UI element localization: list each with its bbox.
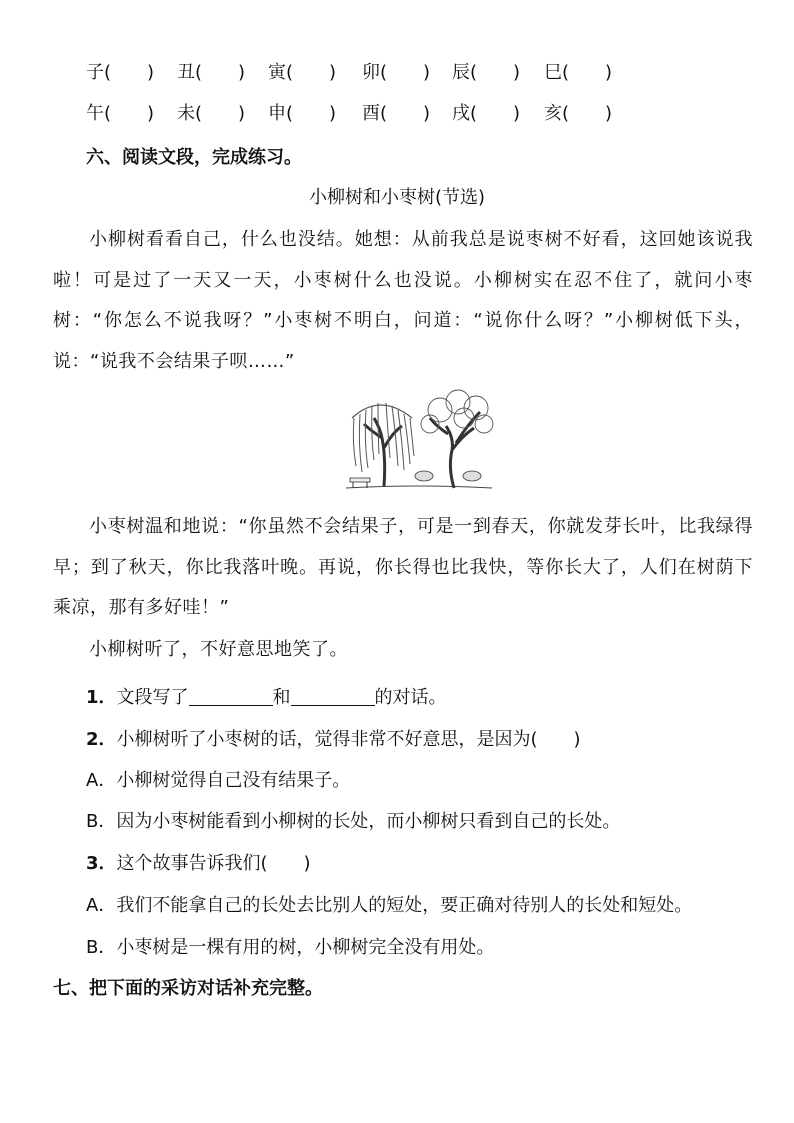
passage-paragraph-2: 小枣树温和地说：“你虽然不会结果子，可是一到春天，你就发芽长叶，比我绿得早；到了秋天，你比我落叶晚。再说，你长得也比我快，等你长大了，人们在树荫下乘凉，那有多好哇！” xyxy=(53,516,753,618)
option-a[interactable]: A．小柳树觉得自己没有结果子。 xyxy=(86,770,351,791)
section-7-heading: 七、把下面的采访对话补充完整。 xyxy=(53,978,323,999)
question-text: 文段写了 xyxy=(116,687,189,708)
zodiac-cell: 寅( ) xyxy=(268,62,337,83)
zodiac-cell: 卯( ) xyxy=(362,62,431,83)
zodiac-cell: 午( ) xyxy=(86,103,155,124)
passage-title: 小柳树和小枣树(节选) xyxy=(308,187,486,208)
passage-paragraph-3: 小柳树听了，不好意思地笑了。 xyxy=(89,639,348,660)
section-6-heading: 六、阅读文段，完成练习。 xyxy=(86,147,302,168)
zodiac-cell: 丑( ) xyxy=(177,62,246,83)
zodiac-cell: 巳( ) xyxy=(544,62,613,83)
question-2 xyxy=(86,725,581,751)
question-text: 小柳树听了小枣树的话，觉得非常不好意思，是因为( ) xyxy=(116,729,581,750)
option-a[interactable]: A．我们不能拿自己的长处去比别人的短处，要正确对待别人的长处和短处。 xyxy=(86,895,693,916)
question-3 xyxy=(86,849,311,875)
answer-blank-1[interactable] xyxy=(189,687,273,706)
zodiac-cell: 子( ) xyxy=(86,62,155,83)
zodiac-cell: 亥( ) xyxy=(544,103,613,124)
zodiac-cell: 申( ) xyxy=(268,103,337,124)
question-number: 1． xyxy=(86,687,117,708)
question-number: 3． xyxy=(86,853,117,874)
passage-paragraph-1: 小柳树看看自己，什么也没结。她想：从前我总是说枣树不好看，这回她该说我啦！可是过了一天又一天，小枣树什么也没说。小柳树实在忍不住了，就问小枣树：“你怎么不说我呀？”小枣树不明白，问道：“说你什么呀？”小柳树低下头，说：“说我不会结果子呗……” xyxy=(53,229,753,372)
zodiac-cell: 戌( ) xyxy=(452,103,521,124)
answer-blank-2[interactable] xyxy=(291,687,375,706)
question-text: 的对话。 xyxy=(374,687,447,708)
zodiac-cell: 未( ) xyxy=(177,103,246,124)
zodiac-cell: 酉( ) xyxy=(362,103,431,124)
option-b[interactable]: B．因为小枣树能看到小柳树的长处，而小柳树只看到自己的长处。 xyxy=(86,811,621,832)
option-b[interactable]: B．小枣树是一棵有用的树，小柳树完全没有用处。 xyxy=(86,937,495,958)
question-text: 这个故事告诉我们( ) xyxy=(116,853,311,874)
question-number: 2． xyxy=(86,729,117,750)
question-text: 和 xyxy=(272,687,291,708)
trees-illustration xyxy=(344,388,494,496)
question-1 xyxy=(86,683,447,709)
zodiac-cell: 辰( ) xyxy=(452,62,521,83)
